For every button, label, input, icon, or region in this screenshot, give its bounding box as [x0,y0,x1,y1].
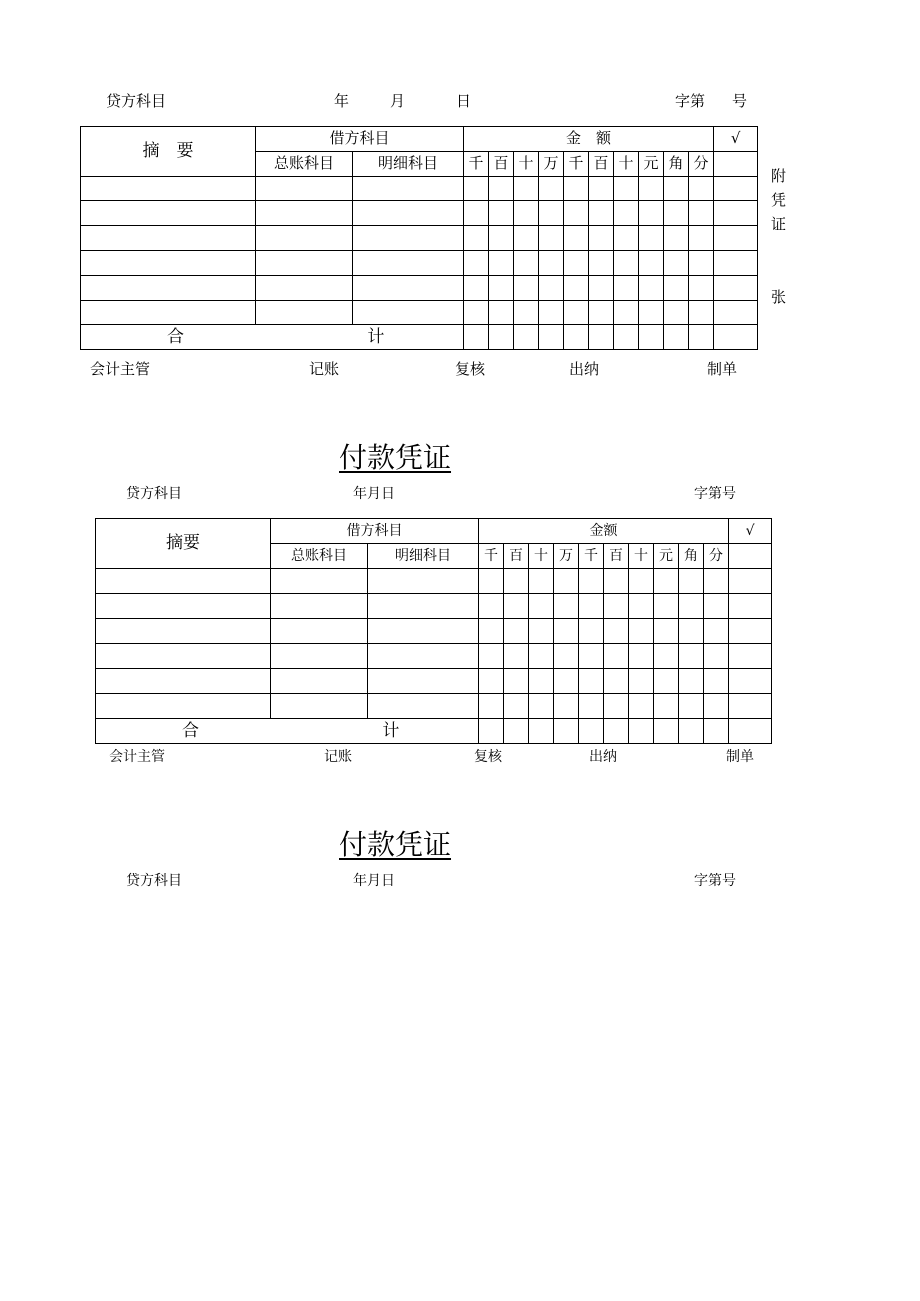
digit-qian-2: 千 [564,151,589,176]
signature-review: 复核 [455,360,486,378]
voucher-title: 付款凭证 [339,828,452,861]
entry-row [81,275,758,300]
total-ji-label: 计 [367,326,385,347]
signature-supervisor: 会计主管 [90,360,151,378]
digit-wan: 万 [539,151,564,176]
entry-row [96,619,772,644]
signature-bookkeeping: 记账 [309,360,340,378]
date-label: 年月日 [353,486,395,502]
signature-cashier: 出纳 [589,749,617,765]
entry-row [81,300,758,325]
word-no-label: 字第 [675,92,706,110]
entry-row [96,694,772,719]
digit-bai: 百 [504,544,529,569]
digit-qian-2: 千 [579,544,604,569]
amount-header: 金额 [479,519,729,544]
detail-subject-header: 明细科目 [353,151,464,176]
debit-subject-header: 借方科目 [256,127,464,152]
month-label: 月 [390,92,406,110]
digit-shi: 十 [514,151,539,176]
digit-fen: 分 [704,544,729,569]
digit-jiao: 角 [664,151,689,176]
entry-row [81,176,758,201]
amount-header: 金 额 [464,127,714,152]
entry-row [81,250,758,275]
debit-subject-header: 借方科目 [271,519,479,544]
digit-bai: 百 [489,151,514,176]
digit-qian: 千 [464,151,489,176]
digit-yuan: 元 [654,544,679,569]
signature-preparer: 制单 [707,360,738,378]
summary-header: 摘要 [96,519,271,569]
detail-subject-header: 明细科目 [368,544,479,569]
attach-zheng: 证 [771,215,787,233]
attach-zhang: 张 [771,288,787,306]
signature-preparer: 制单 [726,749,754,765]
digit-wan: 万 [554,544,579,569]
entry-row [96,669,772,694]
year-label: 年 [334,92,350,110]
entry-row [96,644,772,669]
check-cell [714,151,758,176]
entry-row [81,226,758,251]
signature-cashier: 出纳 [569,360,600,378]
voucher-1-table [80,126,758,350]
date-label: 年月日 [353,873,395,889]
total-ji-label: 计 [382,720,400,741]
entry-row [96,594,772,619]
check-header: √ [729,519,772,544]
signature-bookkeeping: 记账 [324,749,352,765]
credit-subject-label: 贷方科目 [126,873,182,889]
summary-header: 摘 要 [81,127,256,177]
digit-bai-2: 百 [604,544,629,569]
word-number-label: 字第号 [694,486,736,502]
digit-yuan: 元 [639,151,664,176]
day-label: 日 [456,92,472,110]
voucher-title: 付款凭证 [339,441,452,474]
check-header: √ [714,127,758,152]
entry-row [81,201,758,226]
word-number-label: 字第号 [694,873,736,889]
total-row [96,719,772,744]
digit-shi: 十 [529,544,554,569]
digit-shi-2: 十 [629,544,654,569]
attach-ping: 凭 [771,191,787,209]
total-he-label: 合 [182,720,199,741]
credit-subject-label: 贷方科目 [126,486,182,502]
total-row [81,325,758,350]
digit-shi-2: 十 [614,151,639,176]
general-ledger-header: 总账科目 [256,151,353,176]
voucher-2-table [95,518,772,744]
general-ledger-header: 总账科目 [271,544,368,569]
total-he-label: 合 [167,326,184,347]
number-label: 号 [732,92,748,110]
credit-subject-label: 贷方科目 [106,92,167,110]
digit-bai-2: 百 [589,151,614,176]
entry-row [96,569,772,594]
signature-supervisor: 会计主管 [109,749,165,765]
attach-fu: 附 [771,167,787,185]
digit-qian: 千 [479,544,504,569]
digit-fen: 分 [689,151,714,176]
check-cell [729,544,772,569]
signature-review: 复核 [474,749,502,765]
digit-jiao: 角 [679,544,704,569]
